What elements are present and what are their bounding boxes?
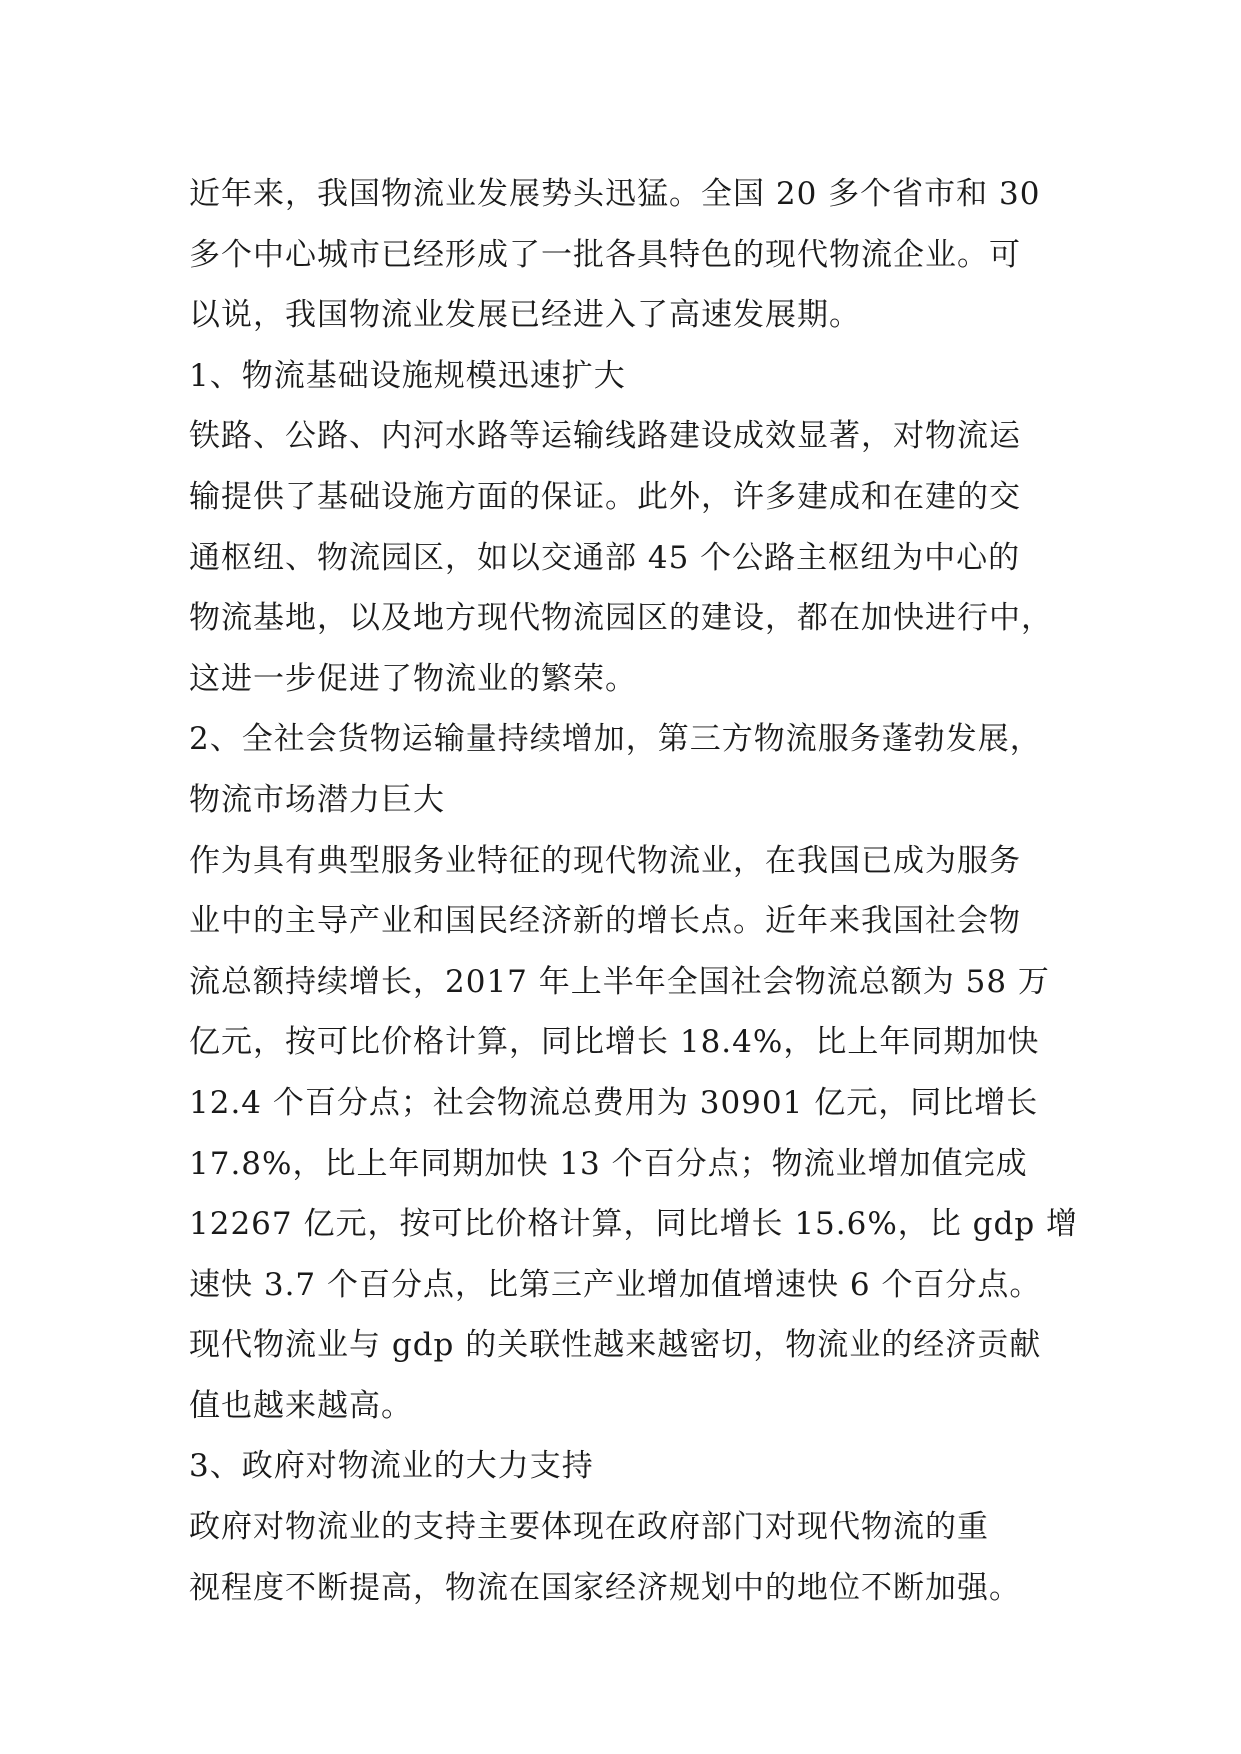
text-line: 这进一步促进了物流业的繁荣。	[189, 660, 637, 697]
text-line: 亿元，按可比价格计算，同比增长 18.4%，比上年同期加快	[189, 1024, 1040, 1061]
section-heading-1: 1、物流基础设施规模迅速扩大	[189, 357, 626, 394]
body-text	[189, 164, 1079, 1618]
text-line: 17.8%，比上年同期加快 13 个百分点；物流业增加值完成	[189, 1145, 1028, 1182]
text-line: 值也越来越高。	[189, 1387, 413, 1424]
text-line: 现代物流业与 gdp 的关联性越来越密切，物流业的经济贡献	[189, 1327, 1042, 1364]
text-line: 视程度不断提高，物流在国家经济规划中的地位不断加强。	[189, 1569, 1021, 1606]
text-line: 速快 3.7 个百分点，比第三产业增加值增速快 6 个百分点。	[189, 1266, 1042, 1303]
text-line: 物流基地，以及地方现代物流园区的建设，都在加快进行中，	[189, 600, 1053, 637]
text-line: 12267 亿元，按可比价格计算，同比增长 15.6%，比 gdp 增	[189, 1206, 1079, 1243]
text-line: 作为具有典型服务业特征的现代物流业，在我国已成为服务	[189, 842, 1021, 879]
text-line: 流总额持续增长，2017 年上半年全国社会物流总额为 58 万	[189, 963, 1050, 1000]
text-line: 通枢纽、物流园区，如以交通部 45 个公路主枢纽为中心的	[189, 539, 1021, 576]
section-heading-2-cont: 物流市场潜力巨大	[189, 781, 445, 818]
section-heading-3: 3、政府对物流业的大力支持	[189, 1448, 594, 1485]
section-heading-2: 2、全社会货物运输量持续增加，第三方物流服务蓬勃发展，	[189, 721, 1042, 758]
text-line: 近年来，我国物流业发展势头迅猛。全国 20 多个省市和 30	[189, 176, 1041, 212]
text-line: 业中的主导产业和国民经济新的增长点。近年来我国社会物	[189, 903, 1021, 940]
text-line: 12.4 个百分点；社会物流总费用为 30901 亿元，同比增长	[189, 1084, 1039, 1121]
text-line: 多个中心城市已经形成了一批各具特色的现代物流企业。可	[189, 236, 1021, 273]
text-line: 输提供了基础设施方面的保证。此外，许多建成和在建的交	[189, 478, 1021, 515]
text-line: 铁路、公路、内河水路等运输线路建设成效显著，对物流运	[189, 418, 1021, 455]
text-line: 政府对物流业的支持主要体现在政府部门对现代物流的重	[189, 1509, 989, 1546]
text-line: 以说，我国物流业发展已经进入了高速发展期。	[189, 297, 861, 334]
